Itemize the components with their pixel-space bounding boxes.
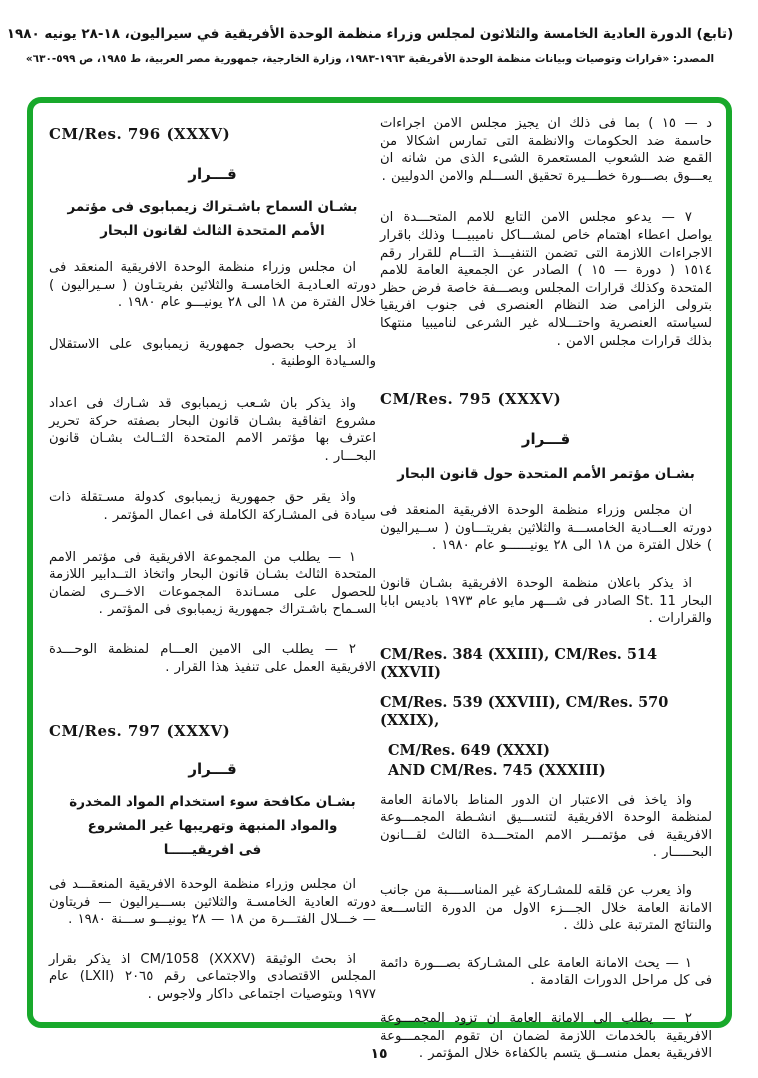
- res796-preamble-1: ان مجلس وزراء منظمة الوحدة الافريقية المنعقد فى دورته العـاديـة الخامسـة والثلاثين بفريتـاون ( سـيراليون ) خلال الفترة من ١٨ الى ٢٨ يونيـــو عام ١٩٨٠ .: [49, 260, 376, 311]
- res794-continuation-para-7: ٧ — يدعو مجلس الامن التابع للامم المتحـــدة ان يواصل اعطاء اهتمام خاص لمشـــاكل ناميبيـــا وذلك باقرار الاجراءات اللازمة التى تضمن التنفيـــذ التـــام للقرار رقم ١٥١٤ ( دورة — ١٥ ) الصادر عن الجمعية العامة للامم المتحدة وكذلك قرارات المجلس وبصـــفة خاصة فرض حظر بترولى الزامى ضد النظام العنصرى فى جنوب افريقيا لسياسته العنصرية واحتـــلاله غير الشرعى لناميبيا منتهكا بذلك قرارات مجلس الامن .: [380, 210, 712, 349]
- ref-line-4: AND CM/Res. 745 (XXXIII): [388, 761, 606, 779]
- column-left: [49, 117, 376, 1004]
- res796-operative-1: ١ — يطلب من المجموعة الافريقية فى مؤتمر الامم المتحدة الثالث بشـان قانون البحار واتخاذ التــدابير اللازمة للحصول على مسـاندة المجموعات الاخــرى لضمان السـماح باشـتراك جمهورية زيمبابوى فى المؤتمر .: [49, 549, 376, 618]
- res795-operative-2: ٢ — يطلب الى الامانة العامة ان تزود المجمـــوعة الافريقية بالخدمات اللازمة لضمان ان تقوم المجمـــوعة الافريقية بعمل منســق يتسم بالكفاءة خلال المؤتمر .: [380, 1011, 712, 1062]
- column-right: [380, 115, 712, 1063]
- header-source-line: المصدر: «قرارات وتوصيات وبيانات منظمة الوحدة الأفريقية ١٩٦٣-١٩٨٣، وزارة الخارجية، جمهورية مصر العربية، ط ١٩٨٥، ص ٥٩٩-٦٣٠»: [25, 53, 715, 65]
- res795-operative-1: ١ — يحث الامانة العامة على المشـاركة بصـــورة دائمة فى كل مراحل الدورات القادمة .: [380, 955, 712, 989]
- res796-subtitle-line2: الأمم المتحدة الثالث لقانون البحار: [100, 223, 325, 239]
- res795-title: قـــرار: [521, 430, 571, 449]
- res795-number: CM/Res. 795 (XXXV): [380, 390, 562, 409]
- ref-line-2: CM/Res. 539 (XXVIII), CM/Res. 570 (XXIX),: [380, 693, 669, 729]
- res796-subtitle-line1: بشـان السماح باشـتراك زيمبابوى فى مؤتمر: [67, 199, 358, 215]
- res797-subtitle-line1: بشـان مكافحة سوء استخدام المواد المخدرة: [69, 794, 356, 811]
- res797-number: CM/Res. 797 (XXXV): [49, 722, 231, 741]
- res796-operative-2: ٢ — يطلب الى الامين العـــام لمنظمة الوحـــدة الافريقية العمل على تنفيذ هذا القرار .: [49, 641, 376, 675]
- res797-subtitle-line2: والمواد المنبهة وتهريبها غير المشروع: [87, 818, 338, 835]
- res795-preamble-4: واذ يعرب عن قلقه للمشـاركة غير المناســــبة من جانب الامانة العامة خلال الجـــزء الاول من الدورة التاســـعة والنتائج المترتبة على ذلك .: [380, 883, 712, 934]
- res797-preamble-1: ان مجلس وزراء منظمة الوحدة الافريقية المنعقـــد فى دورته العادية الخامسـة والثلاثين بســـيراليون — فريتاون — خـــلال الفتـــرة من ١٨ — ٢٨ يونيـــو ســـنة ١٩٨٠ .: [49, 877, 376, 928]
- header-session-title: (تابع) الدورة العادية الخامسة والثلاثون لمجلس وزراء منظمة الوحدة الأفريقية في سيراليون، ١٨-٢٨ يونيه ١٩٨٠: [6, 26, 734, 42]
- res794-continuation-para-d15: د — ١٥ ) بما فى ذلك ان يجيز مجلس الامن اجراءات حاسمة ضد الحكومات والانظمة التى تمارس اشكالا من القمع ضد الشعوب المستعمرة الشىء الذى من شانه ان يعـــوق بصـــورة خطـــيرة تحقيق الســـلم والامن الدوليين .: [380, 116, 712, 184]
- content-frame: [27, 97, 732, 1062]
- res797-preamble-2: اذ بحث الوثيقة CM/1058 (XXXV) اذ يذكر بقرار المجلس الاقتصادى والاجتماعى رقم ٢٠٦٥ (LXII) عام ١٩٧٧ وبتوصيات اجتماعى داكار ولاجوس .: [49, 951, 376, 1003]
- res797-subtitle-line3: فى افريقيـــــا: [163, 842, 262, 859]
- res796-preamble-4: واذ يقر حق جمهورية زيمبابوى كدولة مسـتقلة ذات سيادة فى المشـاركة الكاملة فى اعمال المؤتمر .: [49, 490, 376, 523]
- res795-subtitle: بشـان مؤتمر الأمم المتحدة حول قانون البحار: [397, 466, 695, 483]
- ref-line-1: CM/Res. 384 (XXIII), CM/Res. 514 (XXVII): [380, 645, 658, 681]
- res796-title: قـــرار: [188, 165, 237, 183]
- res795-preamble-3: واذ ياخذ فى الاعتبار ان الدور المناط بالامانة العامة لمنظمة الوحدة الافريقية لتنســـيق انشـطة المجمـــوعة الافريقية فى مؤتمـــر الامم المتحـــدة الثالث لقـــانون البحـــــار .: [380, 792, 712, 861]
- res796-preamble-2: اذ يرحب بحصول جمهورية زيمبابوى على الاستقلال والسـيادة الوطنية .: [49, 336, 376, 370]
- res795-references: [380, 646, 712, 780]
- page-number: ١٥: [370, 1046, 388, 1062]
- res796-number: CM/Res. 796 (XXXV): [49, 125, 231, 143]
- res795-preamble-2: اذ يذكر باعلان منظمة الوحدة الافريقية بشـان قانون البحار St. 11 الصادر فى شـــهر مايو عام ١٩٧٣ باديس ابابا والقرارات .: [380, 575, 713, 627]
- res797-title: قـــرار: [188, 760, 237, 779]
- res795-preamble-1: ان مجلس وزراء منظمة الوحدة الافريقية المنعقد فى دورته العـــادية الخامســـة والثلاثين بفريتـــاون ( ســيراليون ) خلال الفترة من ١٨ الى ٢٨ يونيــــــو عام ١٩٨٠ .: [380, 503, 712, 554]
- page-header: [0, 24, 740, 68]
- ref-line-3: CM/Res. 649 (XXXI): [388, 741, 550, 759]
- res796-preamble-3: واذ يذكر بان شـعب زيمبابوى قد شـارك فى اعداد مشروع اتفاقية بشـان قانون البحار بصفته حركة تحرير اعترف بها مؤتمر الامم المتحدة الثــالث بشـان قانون البحـــار .: [49, 395, 376, 464]
